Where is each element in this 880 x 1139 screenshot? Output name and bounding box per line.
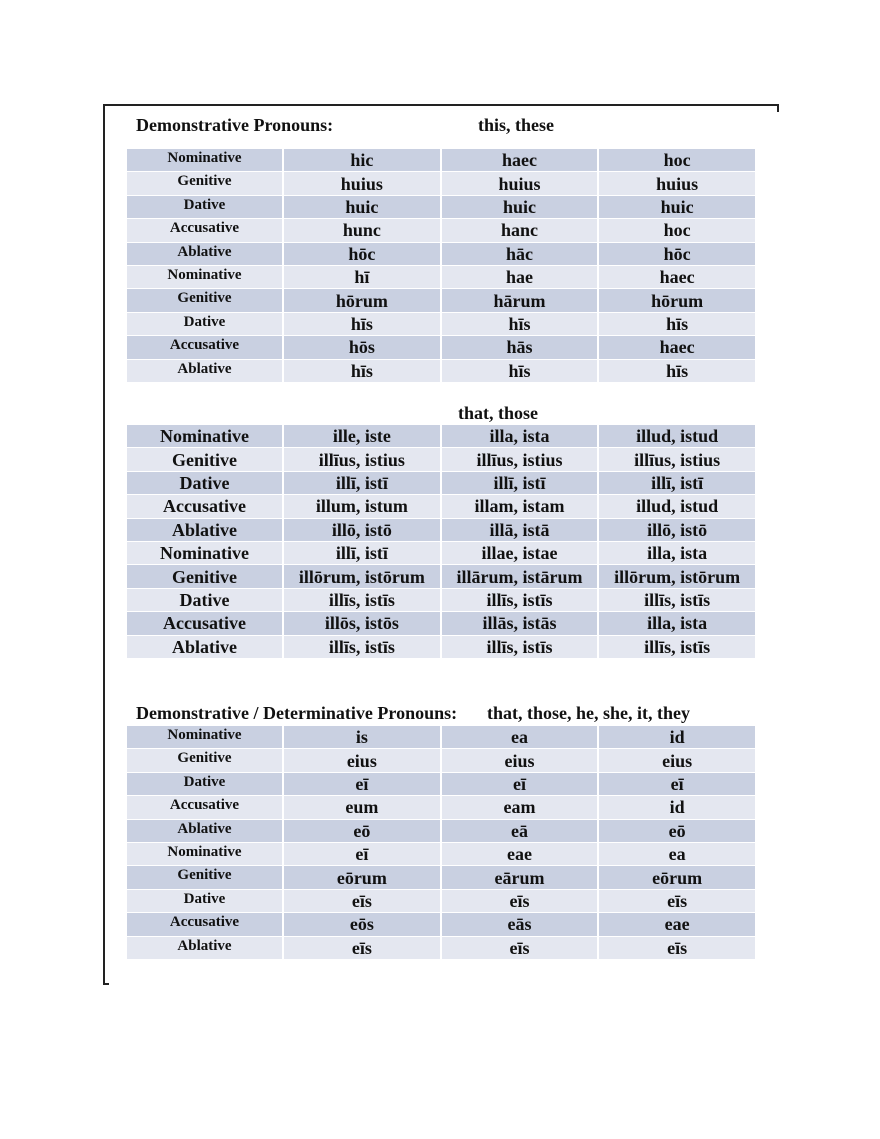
form-cell: illī, istī [284, 542, 440, 564]
case-label: Dative [127, 472, 282, 494]
form-cell: hoc [599, 219, 755, 241]
form-cell: illōs, istōs [284, 612, 440, 634]
form-cell: illō, istō [599, 519, 755, 541]
form-cell: haec [599, 336, 755, 358]
form-cell: illō, istō [284, 519, 440, 541]
form-cell: eōrum [284, 866, 440, 888]
form-cell: illīus, istius [599, 448, 755, 470]
case-label: Genitive [127, 866, 282, 888]
section3-title: Demonstrative / Determinative Pronouns: [136, 703, 458, 723]
form-cell: eīs [442, 890, 598, 912]
case-label: Ablative [127, 937, 282, 959]
form-cell: hunc [284, 219, 440, 241]
table-row [127, 425, 755, 447]
form-cell: illī, istī [599, 472, 755, 494]
table-row [127, 820, 755, 842]
form-cell: hīs [442, 313, 598, 335]
form-cell: eōrum [599, 866, 755, 888]
table-row [127, 196, 755, 218]
form-cell: eī [284, 843, 440, 865]
case-label: Accusative [127, 913, 282, 935]
table-row [127, 542, 755, 564]
form-cell: illōrum, istōrum [284, 565, 440, 587]
section1-subtitle: this, these [478, 115, 554, 135]
form-cell: illīus, istius [284, 448, 440, 470]
case-label: Accusative [127, 219, 282, 241]
form-cell: illa, ista [442, 425, 598, 447]
form-cell: illa, ista [599, 542, 755, 564]
form-cell: hīs [599, 313, 755, 335]
form-cell: hae [442, 266, 598, 288]
form-cell: eīs [599, 890, 755, 912]
form-cell: hic [284, 149, 440, 171]
form-cell: illīs, istīs [442, 636, 598, 658]
form-cell: eius [284, 749, 440, 771]
form-cell: ea [442, 726, 598, 748]
form-cell: hīs [442, 360, 598, 382]
table-hic [125, 148, 757, 383]
table-row [127, 773, 755, 795]
form-cell: hōc [599, 243, 755, 265]
frame-border [103, 104, 779, 106]
form-cell: eī [599, 773, 755, 795]
form-cell: illum, istum [284, 495, 440, 517]
form-cell: illud, istud [599, 425, 755, 447]
form-cell: haec [442, 149, 598, 171]
form-cell: is [284, 726, 440, 748]
case-label: Accusative [127, 612, 282, 634]
case-label: Ablative [127, 820, 282, 842]
form-cell: eius [599, 749, 755, 771]
section1-title: Demonstrative Pronouns: [136, 115, 334, 135]
form-cell: hāc [442, 243, 598, 265]
form-cell: illīs, istīs [599, 589, 755, 611]
table-row [127, 172, 755, 194]
form-cell: eīs [284, 890, 440, 912]
case-label: Accusative [127, 495, 282, 517]
form-cell: illae, istae [442, 542, 598, 564]
table-row [127, 796, 755, 818]
form-cell: illārum, istārum [442, 565, 598, 587]
case-label: Genitive [127, 289, 282, 311]
form-cell: eōs [284, 913, 440, 935]
form-cell: hās [442, 336, 598, 358]
form-cell: illam, istam [442, 495, 598, 517]
table-row [127, 726, 755, 748]
form-cell: illīs, istīs [442, 589, 598, 611]
table-row [127, 636, 755, 658]
form-cell: eae [599, 913, 755, 935]
table-row [127, 519, 755, 541]
case-label: Genitive [127, 172, 282, 194]
case-label: Nominative [127, 726, 282, 748]
form-cell: id [599, 726, 755, 748]
case-label: Genitive [127, 565, 282, 587]
table-row [127, 472, 755, 494]
table-row [127, 289, 755, 311]
case-label: Ablative [127, 636, 282, 658]
table-row [127, 913, 755, 935]
case-label: Ablative [127, 243, 282, 265]
frame-border [103, 983, 109, 985]
form-cell: hārum [442, 289, 598, 311]
form-cell: illōrum, istōrum [599, 565, 755, 587]
form-cell: huius [442, 172, 598, 194]
case-label: Ablative [127, 519, 282, 541]
case-label: Genitive [127, 749, 282, 771]
frame-border [777, 104, 779, 112]
form-cell: eum [284, 796, 440, 818]
case-label: Nominative [127, 425, 282, 447]
form-cell: hanc [442, 219, 598, 241]
frame-border [103, 104, 105, 985]
form-cell: hōrum [284, 289, 440, 311]
table-row [127, 589, 755, 611]
case-label: Ablative [127, 360, 282, 382]
table-row [127, 336, 755, 358]
case-label: Nominative [127, 266, 282, 288]
form-cell: eō [284, 820, 440, 842]
form-cell: hōc [284, 243, 440, 265]
form-cell: illīs, istīs [284, 589, 440, 611]
table-row [127, 749, 755, 771]
table-is-ea-id [125, 725, 757, 960]
form-cell: eā [442, 820, 598, 842]
form-cell: illīs, istīs [284, 636, 440, 658]
form-cell: eīs [284, 937, 440, 959]
form-cell: illīus, istius [442, 448, 598, 470]
table-row [127, 843, 755, 865]
table-row [127, 219, 755, 241]
form-cell: huic [599, 196, 755, 218]
form-cell: hīs [284, 313, 440, 335]
table-row [127, 866, 755, 888]
table-row [127, 495, 755, 517]
form-cell: eō [599, 820, 755, 842]
table-row [127, 243, 755, 265]
section2-subtitle: that, those [458, 403, 538, 423]
form-cell: huius [284, 172, 440, 194]
case-label: Nominative [127, 149, 282, 171]
form-cell: eās [442, 913, 598, 935]
form-cell: huic [442, 196, 598, 218]
form-cell: eī [284, 773, 440, 795]
table-row [127, 565, 755, 587]
case-label: Dative [127, 196, 282, 218]
form-cell: illud, istud [599, 495, 755, 517]
case-label: Dative [127, 773, 282, 795]
case-label: Dative [127, 890, 282, 912]
table-row [127, 360, 755, 382]
case-label: Nominative [127, 843, 282, 865]
form-cell: illa, ista [599, 612, 755, 634]
form-cell: hī [284, 266, 440, 288]
form-cell: eārum [442, 866, 598, 888]
form-cell: eīs [442, 937, 598, 959]
form-cell: hōrum [599, 289, 755, 311]
case-label: Dative [127, 313, 282, 335]
form-cell: hīs [599, 360, 755, 382]
form-cell: id [599, 796, 755, 818]
form-cell: huic [284, 196, 440, 218]
form-cell: ea [599, 843, 755, 865]
form-cell: huius [599, 172, 755, 194]
table-row [127, 149, 755, 171]
case-label: Accusative [127, 796, 282, 818]
table-row [127, 448, 755, 470]
form-cell: hīs [284, 360, 440, 382]
table-row [127, 890, 755, 912]
table-ille-iste [125, 424, 757, 659]
form-cell: ille, iste [284, 425, 440, 447]
form-cell: eam [442, 796, 598, 818]
form-cell: illā, istā [442, 519, 598, 541]
form-cell: haec [599, 266, 755, 288]
form-cell: eī [442, 773, 598, 795]
table-row [127, 313, 755, 335]
case-label: Dative [127, 589, 282, 611]
table-row [127, 266, 755, 288]
case-label: Accusative [127, 336, 282, 358]
table-row [127, 612, 755, 634]
form-cell: illī, istī [442, 472, 598, 494]
case-label: Genitive [127, 448, 282, 470]
form-cell: eius [442, 749, 598, 771]
form-cell: hoc [599, 149, 755, 171]
form-cell: illīs, istīs [599, 636, 755, 658]
form-cell: hōs [284, 336, 440, 358]
section3-subtitle: that, those, he, she, it, they [487, 703, 690, 723]
form-cell: illī, istī [284, 472, 440, 494]
table-row [127, 937, 755, 959]
case-label: Nominative [127, 542, 282, 564]
form-cell: eīs [599, 937, 755, 959]
form-cell: illās, istās [442, 612, 598, 634]
form-cell: eae [442, 843, 598, 865]
